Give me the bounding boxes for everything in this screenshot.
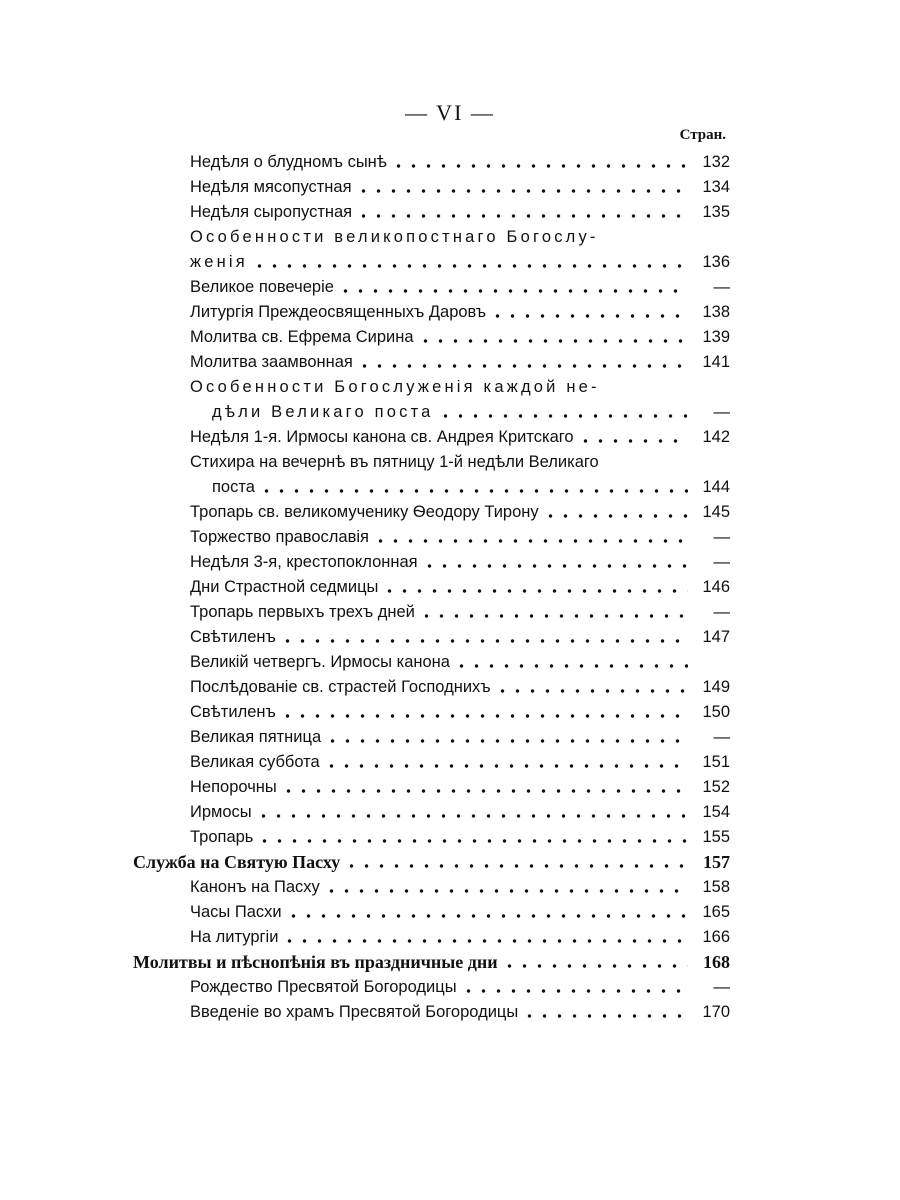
toc-entry[interactable] (190, 598, 730, 623)
toc-entry[interactable] (190, 623, 730, 648)
toc-entry[interactable] (212, 398, 730, 423)
toc-entry-page: 134 (702, 178, 730, 196)
toc-entry-page: 139 (702, 328, 730, 346)
toc-entry[interactable] (190, 248, 730, 273)
toc-entry-title: Недѣля 1-я. Ирмосы канона св. Андрея Критскаго (190, 428, 574, 446)
toc-entry-title: Великая суббота (190, 753, 320, 771)
dot-leader (418, 337, 688, 345)
toc-entry-title: Молитвы и пѣснопѣнія въ праздничные дни (133, 952, 498, 972)
dot-leader (543, 512, 688, 520)
toc-entry-page: 149 (702, 678, 730, 696)
toc-entry[interactable] (190, 173, 730, 198)
toc-entry-title: Недѣля мясопустная (190, 178, 352, 196)
dot-leader (324, 762, 688, 770)
toc-entry-page: 132 (702, 153, 730, 171)
toc-entry[interactable] (190, 673, 730, 698)
toc-entry[interactable] (190, 298, 730, 323)
toc-entry[interactable] (190, 873, 730, 898)
toc-entry[interactable] (190, 523, 730, 548)
toc-entry-title: Служба на Святую Пасху (133, 852, 341, 872)
toc-entry-page: — (713, 528, 730, 546)
toc-entry[interactable] (190, 823, 730, 848)
toc-entry-page: 168 (703, 952, 730, 972)
toc-entry-title: Свѣтиленъ (190, 703, 276, 721)
dot-leader (373, 537, 688, 545)
toc-entry-title: Недѣля сыропустная (190, 203, 353, 221)
toc-entry-page: 142 (702, 428, 730, 446)
toc-entry[interactable] (190, 698, 730, 723)
toc-entry-title: Непорочны (190, 778, 277, 796)
toc-section-heading[interactable] (133, 848, 730, 873)
toc-entry[interactable] (190, 348, 730, 373)
toc-entry[interactable] (190, 998, 730, 1023)
toc-entry-page: 147 (702, 628, 730, 646)
dot-leader (338, 287, 688, 295)
toc-entry-title: Тропарь св. великомученику Ѳеодору Тирону (190, 503, 539, 521)
toc-entry-title: Великое повечеріе (190, 278, 334, 296)
toc-entry-page: 146 (702, 578, 730, 596)
toc-entry-title: Рождество Пресвятой Богородицы (190, 978, 457, 996)
dot-leader (578, 437, 688, 445)
toc-entry-page: — (713, 603, 730, 621)
dot-leader (382, 587, 688, 595)
toc-entry[interactable] (212, 473, 730, 498)
toc-entry-title: Великій четвергъ. Ирмосы канона (190, 653, 450, 671)
dot-leader (259, 487, 688, 495)
toc-entry-page: 165 (702, 903, 730, 921)
dot-leader (461, 987, 688, 995)
toc-entry[interactable] (190, 498, 730, 523)
dot-leader (454, 662, 688, 670)
toc-entry[interactable] (190, 573, 730, 598)
toc-entry-page: — (713, 728, 730, 746)
toc-entry-page: — (713, 403, 730, 421)
toc-entry-page: 158 (702, 878, 730, 896)
toc-entry-page: 157 (703, 852, 730, 872)
toc-entry-title: Введеніе во храмъ Пресвятой Богородицы (190, 1003, 519, 1021)
toc-entry[interactable] (190, 548, 730, 573)
toc-entry-title: женія (190, 253, 248, 271)
toc-entry[interactable] (190, 323, 730, 348)
toc-entry-page: — (713, 978, 730, 996)
dot-leader (438, 412, 688, 420)
toc-entry-title: На литургіи (190, 928, 279, 946)
toc-entry-title: Великая пятница (190, 728, 322, 746)
toc-section-heading[interactable] (133, 948, 730, 973)
dot-leader (344, 862, 688, 870)
dot-leader (280, 637, 688, 645)
toc-entry-page: 145 (702, 503, 730, 521)
dot-leader (256, 812, 688, 820)
toc-entry-title: Торжество православія (190, 528, 369, 546)
dot-leader (490, 312, 688, 320)
toc-entry[interactable] (190, 423, 730, 448)
toc-entry-page: 135 (702, 203, 730, 221)
toc-entry-title: Канонъ на Пасху (190, 878, 320, 896)
toc-entry[interactable] (190, 148, 730, 173)
dot-leader (356, 212, 688, 220)
dot-leader (252, 262, 688, 270)
dot-leader (325, 737, 688, 745)
toc-entry-title: Часы Пасхи (190, 903, 282, 921)
dot-leader (495, 687, 688, 695)
toc-entry-title: Особенности великопостнаго Богослу- (190, 228, 599, 246)
toc-entry-page: 138 (702, 303, 730, 321)
toc-entry-title: Стихира на вечернѣ въ пятницу 1-й недѣли Великаго (190, 453, 599, 471)
dot-leader (356, 187, 688, 195)
toc-entry-title: Тропарь (190, 828, 254, 846)
toc-entry-title: дѣли Великаго поста (212, 403, 434, 421)
toc-entry-page: — (713, 278, 730, 296)
toc-entry[interactable] (190, 448, 730, 473)
toc-entry[interactable] (190, 373, 730, 398)
dot-leader (286, 912, 688, 920)
toc-entry[interactable] (190, 748, 730, 773)
toc-entry[interactable] (190, 773, 730, 798)
toc-entry-page: 150 (702, 703, 730, 721)
toc-entry-page: 154 (702, 803, 730, 821)
toc-entry-page: 151 (702, 753, 730, 771)
toc-entry-page: 152 (702, 778, 730, 796)
toc-entry-title: Свѣтиленъ (190, 628, 276, 646)
dot-leader (419, 612, 688, 620)
toc-entry-page: 166 (702, 928, 730, 946)
toc-entry-title: Дни Страстной седмицы (190, 578, 379, 596)
toc-entry[interactable] (190, 898, 730, 923)
toc-entry-page: 141 (702, 353, 730, 371)
page-number-header: — VI — (405, 100, 495, 125)
dot-leader (522, 1012, 688, 1020)
toc-entry-page: 144 (702, 478, 730, 496)
dot-leader (391, 162, 688, 170)
toc-entry[interactable] (190, 723, 730, 748)
dot-leader (282, 937, 688, 945)
toc-entry-title: Недѣля о блудномъ сынѣ (190, 153, 387, 171)
toc-entry-title: Литургія Преждеосвященныхъ Даровъ (190, 303, 487, 321)
toc-entry-page: 155 (702, 828, 730, 846)
dot-leader (257, 837, 688, 845)
toc-entry[interactable] (190, 273, 730, 298)
toc-entry-title: Недѣля 3-я, крестопоклонная (190, 553, 418, 571)
page-column-header: Стран. (679, 127, 726, 143)
toc-entry-title: Тропарь первыхъ трехъ дней (190, 603, 415, 621)
dot-leader (502, 962, 688, 970)
toc-entry-page: 170 (702, 1003, 730, 1021)
toc-entry-title: Особенности Богослуженія каждой не- (190, 378, 600, 396)
dot-leader (422, 562, 688, 570)
toc-entry[interactable] (190, 973, 730, 998)
dot-leader (280, 712, 688, 720)
toc-entry-page: — (713, 553, 730, 571)
dot-leader (357, 362, 688, 370)
toc-entry[interactable] (190, 223, 730, 248)
toc-entry-title: Молитва заамвонная (190, 353, 353, 371)
toc-entry[interactable] (190, 198, 730, 223)
toc-entry[interactable] (190, 798, 730, 823)
dot-leader (281, 787, 688, 795)
toc-entry-title: Послѣдованіе св. страстей Господнихъ (190, 678, 491, 696)
toc-entry[interactable] (190, 648, 730, 673)
toc-entry-title: Ирмосы (190, 803, 252, 821)
toc-entry-page: 136 (702, 253, 730, 271)
toc-entry-title: Молитва св. Ефрема Сирина (190, 328, 414, 346)
toc-entry[interactable] (190, 923, 730, 948)
dot-leader (324, 887, 688, 895)
toc-entry-title: поста (212, 478, 255, 496)
